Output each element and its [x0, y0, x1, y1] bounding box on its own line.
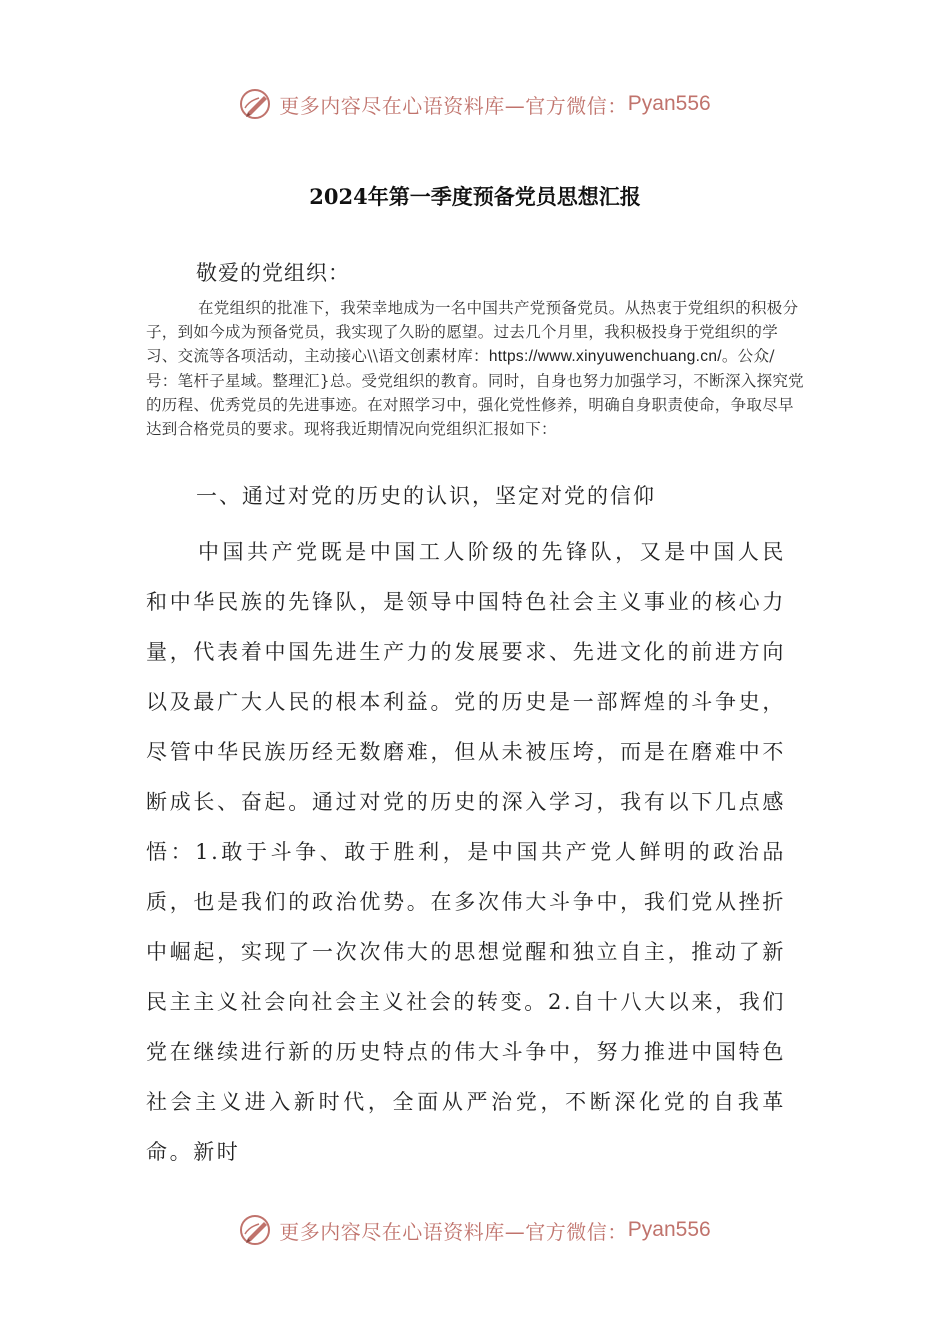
intro-paragraph	[146, 296, 806, 441]
footer-watermark-banner	[0, 1210, 950, 1250]
intro-url: https://www.xinyuwenchuang.cn/	[488, 348, 722, 365]
pen-logo-icon	[239, 1213, 273, 1247]
page-title: 2024年第一季度预备党员思想汇报	[309, 184, 641, 209]
banner-text: 更多内容尽在心语资料库—官方微信：	[279, 93, 628, 118]
section-heading: 一、通过对党的历史的认识，坚定对党的信仰	[196, 484, 656, 508]
intro-text-end: 。公众/号：笔杆子星域。整理汇}总。受党组织的教育。同时，自身也努力加强学习，不断深入探究党的历程、优秀党员的先进事迹。在对照学习中，强化党性修养，明确自身职责使命，争取尽早达到合格党员的要求。现将我近期情况向党组织汇报如下：	[146, 347, 804, 438]
header-watermark-banner	[0, 84, 950, 124]
banner-wechat-id: Pyan556	[627, 92, 711, 115]
banner-wechat-id: Pyan556	[627, 1218, 711, 1241]
pen-logo-icon	[239, 87, 273, 121]
intro-text-start: 在党组织的批准下，我荣幸地成为一名中国共产党预备党员。从热衷于党组织的积极分子，到如今成为预备党员，我实现了久盼的愿望。过去几个月里，我积极投身于党组织的学习、交流等各项活动，主动接心\\语文创素材库：	[146, 299, 799, 365]
salutation: 敬爱的党组织：	[196, 261, 350, 285]
banner-text: 更多内容尽在心语资料库—官方微信：	[279, 1219, 628, 1244]
body-paragraph: 中国共产党既是中国工人阶级的先锋队，又是中国人民和中华民族的先锋队，是领导中国特色社会主义事业的核心力量，代表着中国先进生产力的发展要求、先进文化的前进方向以及最广大人民的根本利益。党的历史是一部辉煌的斗争史，尽管中华民族历经无数磨难，但从未被压垮，而是在磨难中不断成长、奋起。通过对党的历史的深入学习，我有以下几点感悟：1.敢于斗争、敢于胜利，是中国共产党人鲜明的政治品质，也是我们的政治优势。在多次伟大斗争中，我们党从挫折中崛起，实现了一次次伟大的思想觉醒和独立自主，推动了新民主主义社会向社会主义社会的转变。2.自十八大以来，我们党在继续进行新的历史特点的伟大斗争中，努力推进中国特色社会主义进入新时代，全面从严治党，不断深化党的自我革命。新时	[146, 540, 786, 1164]
